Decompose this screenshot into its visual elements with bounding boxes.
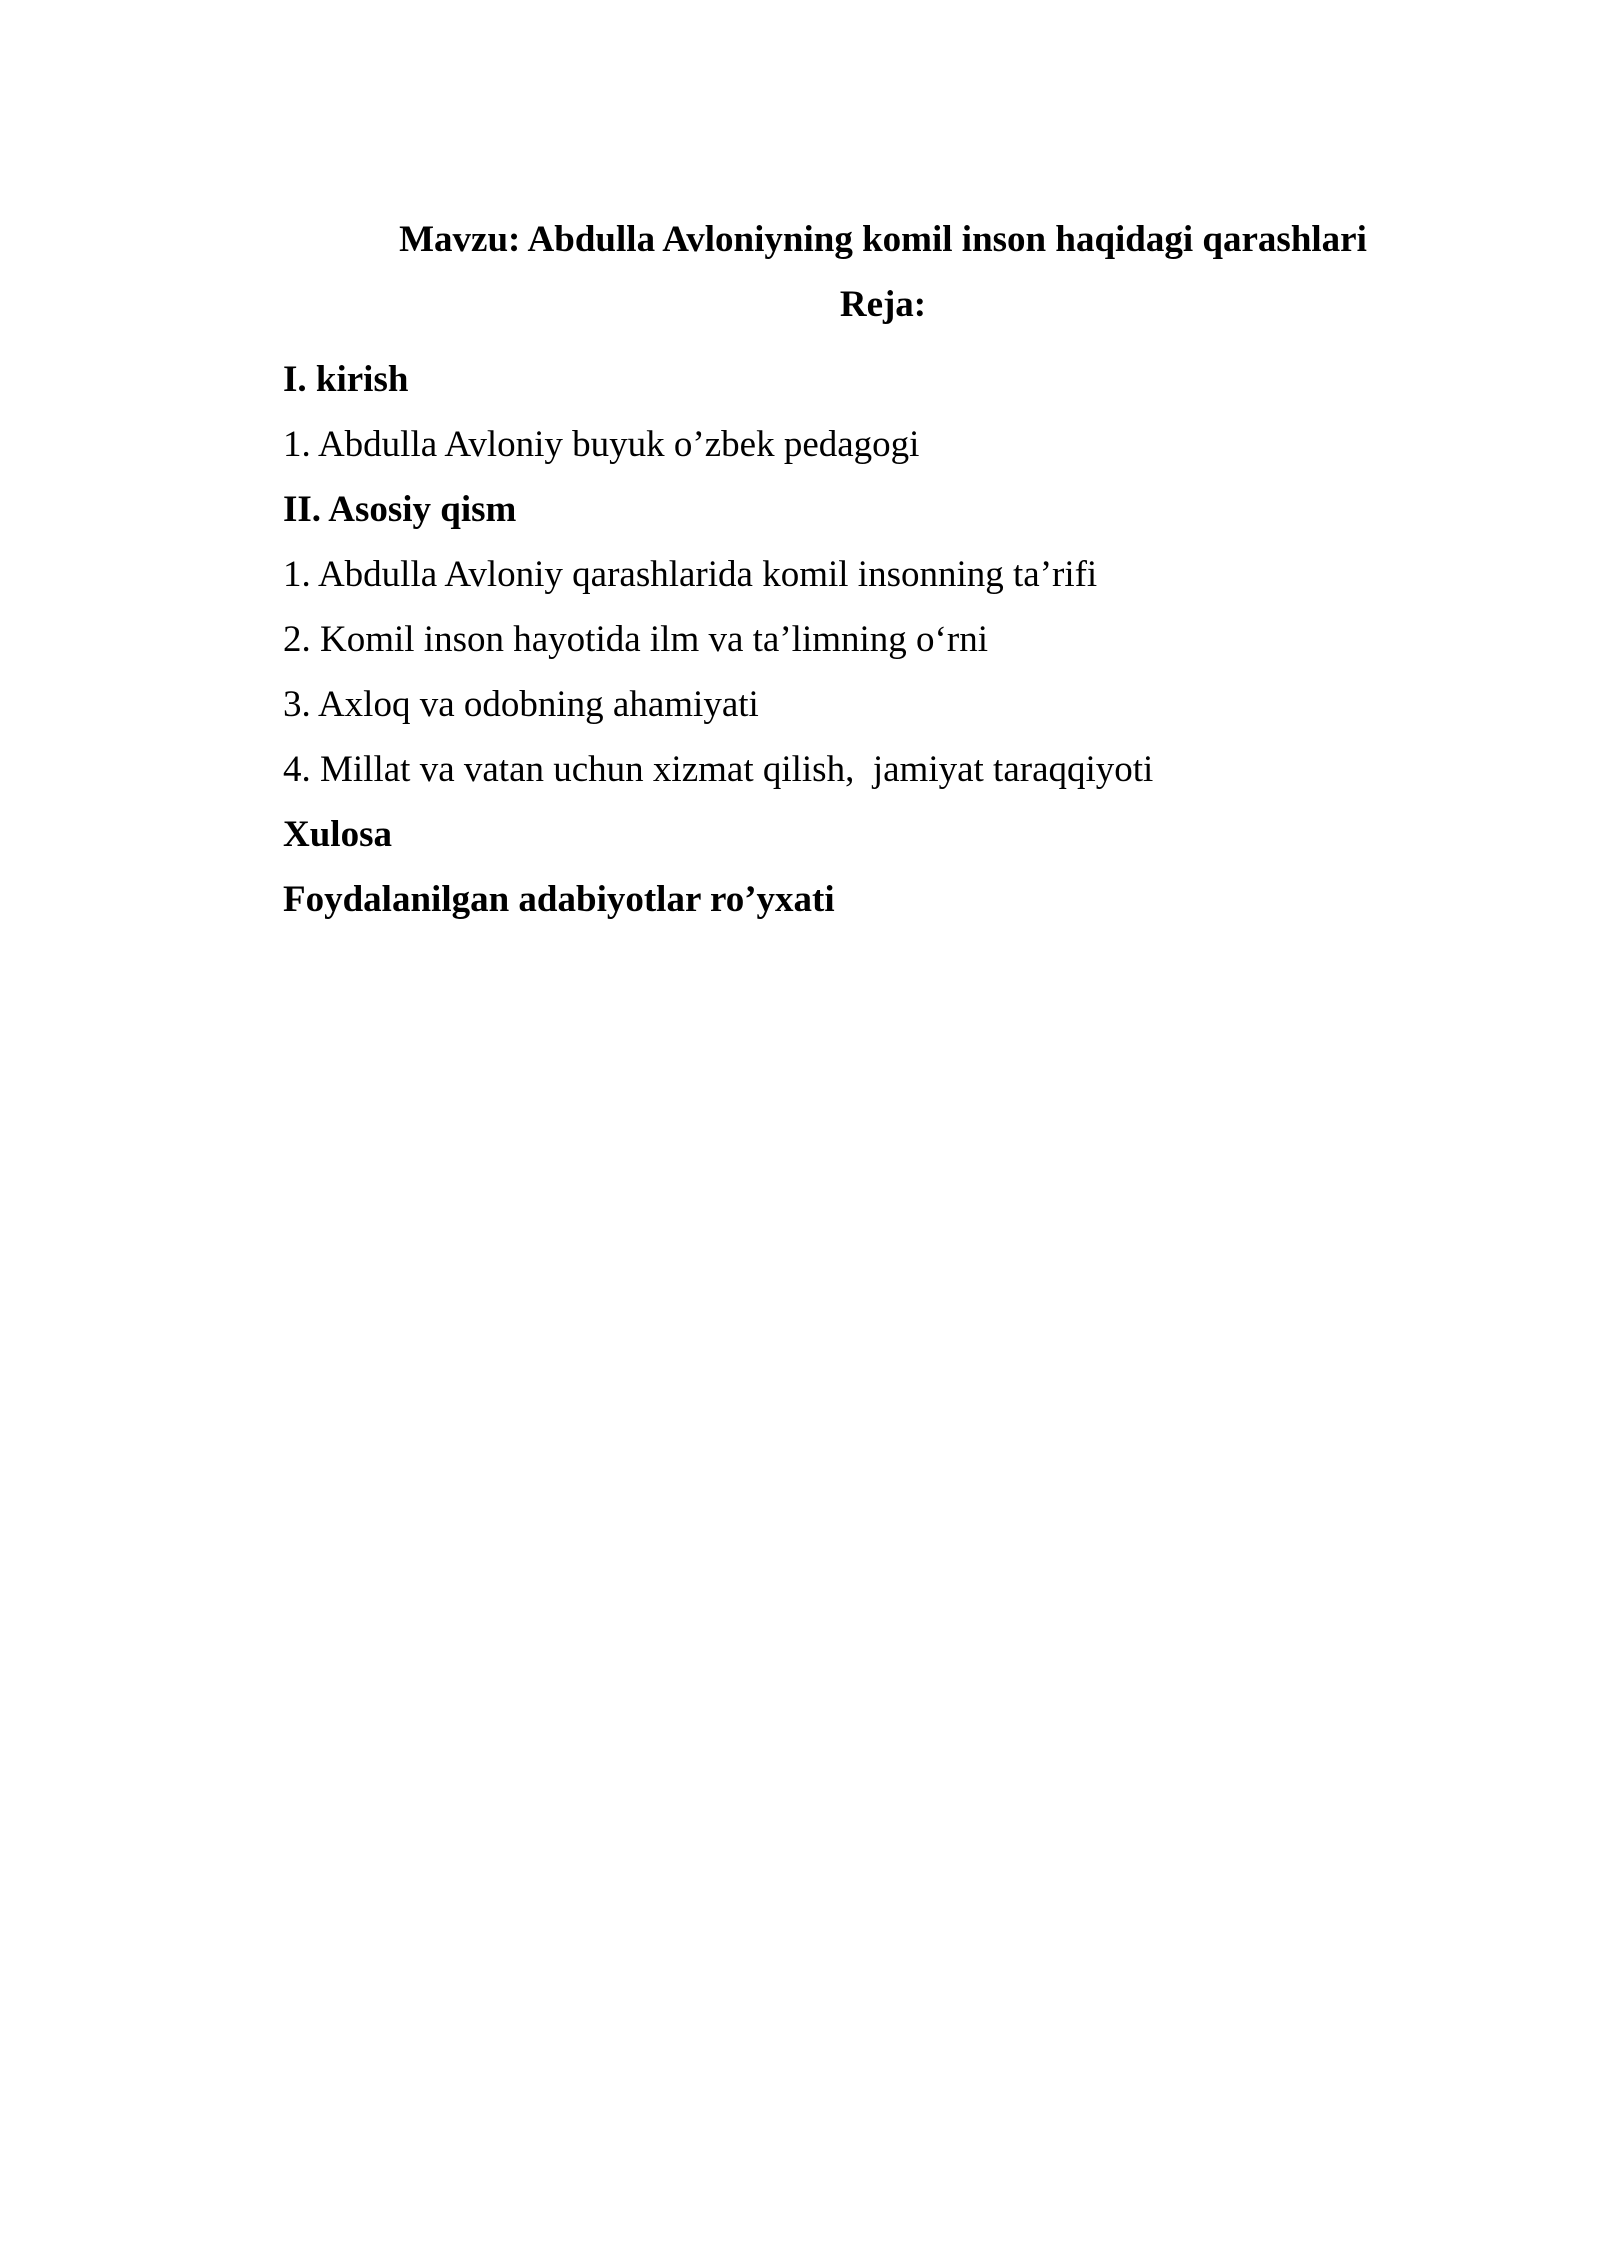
plan-item: 2. Komil inson hayotida ilm va ta’limning o‘rni [283, 619, 988, 660]
section-heading-conclusion: Xulosa [283, 814, 392, 855]
section-heading-introduction: I. kirish [283, 359, 409, 400]
plan-item: 1. Abdulla Avloniy qarashlarida komil insonning ta’rifi [283, 554, 1098, 595]
section-heading-references: Foydalanilgan adabiyotlar ro’yxati [283, 879, 835, 920]
section-heading-main-part: II. Asosiy qism [283, 489, 517, 530]
plan-item: 3. Axloq va odobning ahamiyati [283, 684, 759, 725]
plan-list [283, 347, 1383, 932]
plan-heading: Reja: [839, 284, 927, 325]
plan-item: 4. Millat va vatan uchun xizmat qilish, jamiyat taraqqiyoti [283, 749, 1154, 790]
plan-item: 1. Abdulla Avloniy buyuk o’zbek pedagogi [283, 424, 920, 465]
document-title: Mavzu: Abdulla Avloniyning komil inson haqidagi qarashlari [399, 219, 1367, 260]
